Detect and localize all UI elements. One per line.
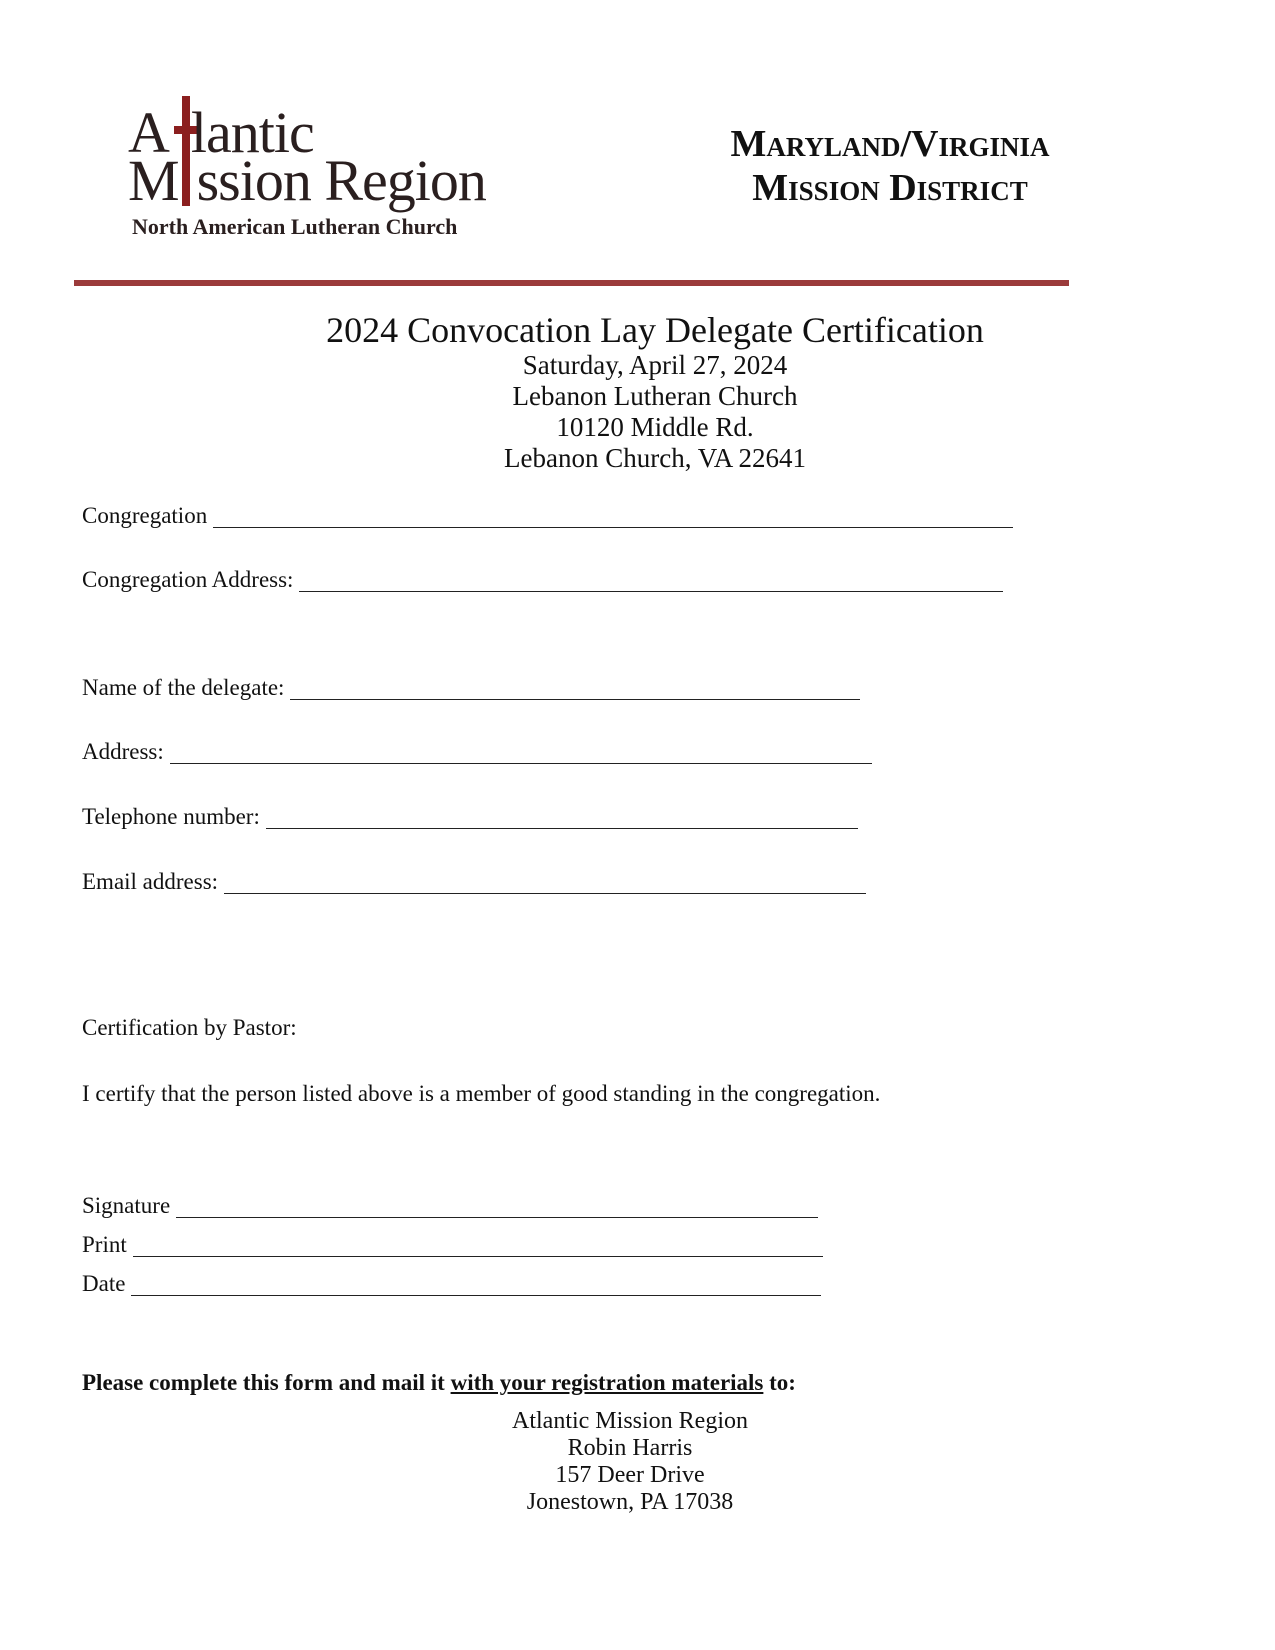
address-field [82,738,872,766]
mail-street: 157 Deer Drive [555,1462,705,1488]
signature-input-line[interactable] [176,1195,818,1218]
certification-heading: Certification by Pastor: [82,1015,297,1040]
congregation-field [82,502,1013,530]
address-label: Address: [82,739,164,764]
mailing-address [430,1408,830,1516]
congregation-address-input-line[interactable] [299,569,1003,592]
date-input-line[interactable] [131,1273,821,1296]
district-line-2: Mission District [752,167,1028,209]
logo-line-atlantic: A lantic [128,100,314,165]
page-title: 2024 Convocation Lay Delegate Certification [326,310,984,350]
mail-org: Atlantic Mission Region [512,1408,748,1434]
mailing-instruction: Please complete this form and mail it with your registration materials to: [82,1370,796,1395]
district-heading [690,122,1090,210]
telephone-input-line[interactable] [266,806,858,829]
mail-city: Jonestown, PA 17038 [526,1489,734,1515]
signature-field [82,1192,818,1220]
email-input-line[interactable] [224,871,866,894]
telephone-label: Telephone number: [82,804,260,829]
district-line-1: Maryland/Virginia [730,123,1050,165]
email-label: Email address: [82,869,219,894]
event-city: Lebanon Church, VA 22641 [504,443,806,473]
event-venue: Lebanon Lutheran Church [512,381,798,411]
certification-statement: I certify that the person listed above is a member of good standing in the congregation. [82,1081,881,1106]
print-label: Print [82,1232,127,1257]
congregation-address-label: Congregation Address: [82,567,294,592]
telephone-field [82,803,858,831]
delegate-name-input-line[interactable] [290,677,860,700]
delegate-name-field [82,674,860,702]
print-field [82,1231,823,1259]
event-date: Saturday, April 27, 2024 [522,350,788,380]
signature-label: Signature [82,1193,171,1218]
event-street: 10120 Middle Rd. [556,412,754,442]
logo-line-mission-region: M ssion Region [128,148,486,213]
date-field [82,1270,821,1298]
header-divider [74,280,1069,286]
email-field [82,868,866,896]
address-input-line[interactable] [170,741,872,764]
logo-subtitle: North American Lutheran Church [132,214,458,239]
mail-name: Robin Harris [567,1435,693,1461]
region-logo [128,92,528,242]
title-block [160,310,1150,474]
congregation-input-line[interactable] [213,505,1013,528]
print-input-line[interactable] [133,1234,823,1257]
date-label: Date [82,1271,126,1296]
delegate-name-label: Name of the delegate: [82,675,285,700]
congregation-address-field [82,566,1003,594]
congregation-label: Congregation [82,503,208,528]
